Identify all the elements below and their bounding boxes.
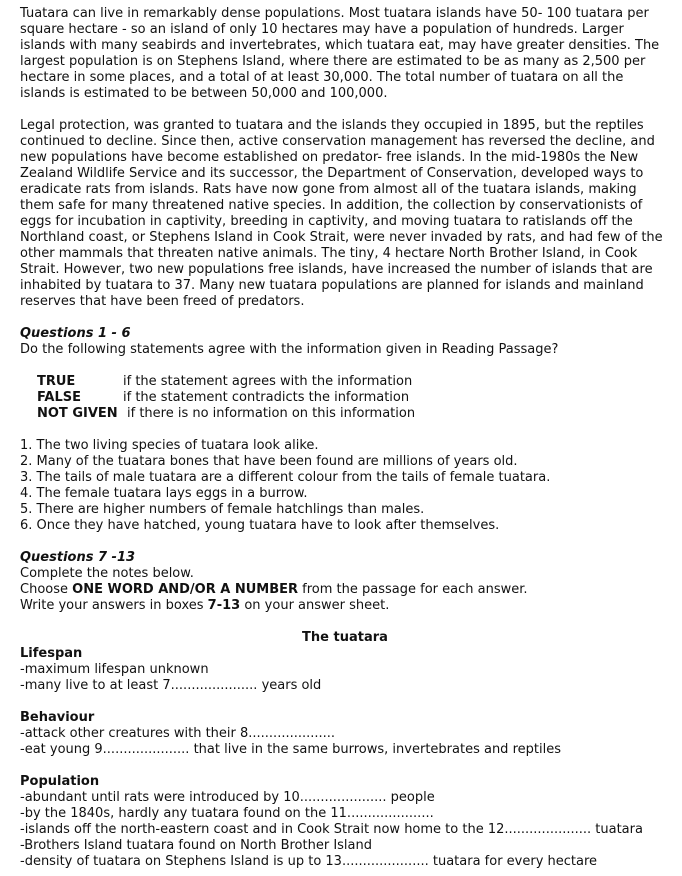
question-item: 2. Many of the tuatara bones that have been found are millions of years old. <box>20 454 518 469</box>
passage-paragraph-2: Legal protection, was granted to tuatara and the islands they occupied in 1895, but the reptiles continued to decline. Since then, active conservation management has reversed the decline, and new populations have become established on predator- free islands. In the mid-1980s the New Zealand Wildlife Service and its successor, the Department of Conservation, developed ways to eradicate rats from islands. Rats have now gone from almost all of the tuatara islands, making them safe for many threatened native species. In addition, the collection by conservationists of eggs for incubation in captivity, breeding in captivity, and moving tuatara to ratislands off the Northland coast, or Stephens Island in Cook Strait, were never invaded by rats, and had few of the other mammals that threaten native animals. The tiny, 4 hectare North Brother Island, in Cook Strait. However, two new populations free islands, have increased the number of islands that are inhabited by tuatara to 37. Many new tuatara populations are planned for islands and mainland reserves that have been freed of predators. <box>20 118 663 309</box>
note-line: -by the 1840s, hardly any tuatara found on the 11..................... <box>20 806 434 821</box>
note-line: -Brothers Island tuatara found on North Brother Island <box>20 838 372 853</box>
note-line: -maximum lifespan unknown <box>20 662 209 677</box>
legend-key: TRUE <box>37 374 76 389</box>
section-title: Behaviour <box>20 710 95 725</box>
notes-section-behaviour <box>20 710 670 758</box>
section-title: Lifespan <box>20 646 83 661</box>
note-line: -eat young 9..................... that live in the same burrows, invertebrates and reptiles <box>20 742 561 757</box>
legend-key: NOT GIVEN <box>37 406 118 421</box>
questions-1-6-instruction: Do the following statements agree with the information given in Reading Passage? <box>20 342 559 357</box>
section-title: Population <box>20 774 100 789</box>
notes-section-lifespan <box>20 646 670 694</box>
question-item: 6. Once they have hatched, young tuatara have to look after themselves. <box>20 518 500 533</box>
instruction-line-2: Choose ONE WORD AND/OR A NUMBER from the passage for each answer. <box>20 582 528 597</box>
question-list <box>20 438 670 534</box>
legend-text: if the statement contradicts the information <box>123 390 410 405</box>
questions-7-13-heading: Questions 7 -13 <box>20 550 136 565</box>
passage-paragraph-1: Tuatara can live in remarkably dense populations. Most tuatara islands have 50- 100 tuatara per square hectare - so an island of only 10 hectares may have a population of hundreds. Larger islands with many seabirds and invertebrates, which tuatara eat, may have greater densities. The largest population is on Stephens Island, where there are estimated to be as many as 2,500 per hectare in some places, and a total of at least 30,000. The total number of tuatara on all the islands is estimated to be between 50,000 and 100,000. <box>20 6 660 101</box>
legend-row-false <box>37 390 670 406</box>
legend-text: if there is no information on this information <box>127 406 416 421</box>
answer-key-legend <box>37 374 670 422</box>
legend-text: if the statement agrees with the information <box>123 374 413 389</box>
note-line: -density of tuatara on Stephens Island is up to 13..................... tuatara for every hectare <box>20 854 598 869</box>
question-item: 5. There are higher numbers of female hatchlings than males. <box>20 502 425 517</box>
questions-1-6-heading: Questions 1 - 6 <box>20 326 131 341</box>
legend-row-true <box>37 374 670 390</box>
notes-section-population <box>20 774 670 870</box>
note-line: -attack other creatures with their 8..................... <box>20 726 336 741</box>
instruction-line-3: Write your answers in boxes 7-13 on your answer sheet. <box>20 598 390 613</box>
legend-key: FALSE <box>37 390 81 405</box>
note-line: -many live to at least 7..................... years old <box>20 678 322 693</box>
legend-row-not-given <box>37 406 670 422</box>
question-item: 4. The female tuatara lays eggs in a burrow. <box>20 486 308 501</box>
note-line: -islands off the north-eastern coast and in Cook Strait now home to the 12..................... tuatara <box>20 822 643 837</box>
notes-title: The tuatara <box>302 630 388 645</box>
question-item: 1. The two living species of tuatara look alike. <box>20 438 319 453</box>
question-item: 3. The tails of male tuatara are a different colour from the tails of female tuatara. <box>20 470 551 485</box>
instruction-line-1: Complete the notes below. <box>20 566 194 581</box>
note-line: -abundant until rats were introduced by 10..................... people <box>20 790 435 805</box>
